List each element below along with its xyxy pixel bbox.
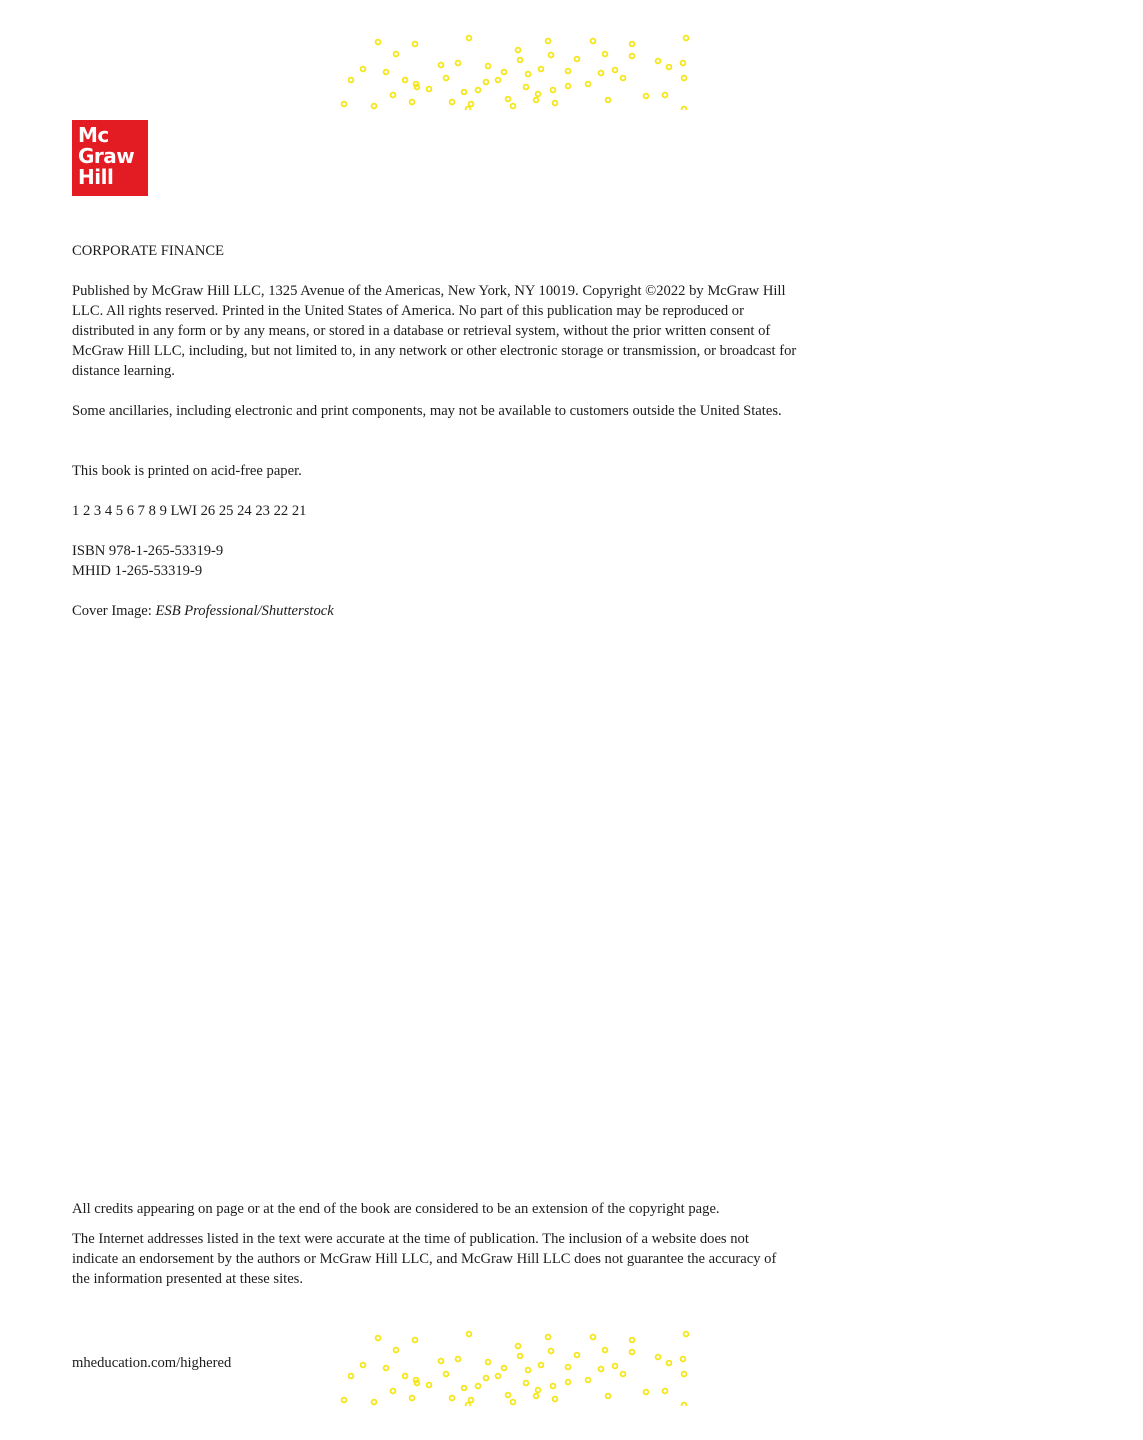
- decorative-dot: [566, 84, 571, 89]
- decorative-dot: [546, 1335, 551, 1340]
- decorative-dot: [469, 1398, 474, 1403]
- decorative-dot: [467, 1332, 472, 1337]
- decorative-dot: [644, 94, 649, 99]
- decorative-dot: [682, 1403, 687, 1406]
- decorative-dot: [518, 58, 523, 63]
- mcgraw-hill-logo: [72, 120, 148, 196]
- decorative-dot: [536, 1388, 541, 1393]
- cover-image-source: ESB Professional/Shutterstock: [155, 603, 334, 619]
- decorative-dot: [599, 71, 604, 76]
- decorative-dot: [511, 1400, 516, 1405]
- logo-line-2: Graw: [78, 144, 135, 168]
- decorative-dot: [682, 107, 687, 110]
- decorative-dot: [476, 88, 481, 93]
- decorative-dot: [376, 40, 381, 45]
- decorative-dot: [591, 39, 596, 44]
- acid-free-notice: This book is printed on acid-free paper.: [72, 463, 302, 479]
- website-link[interactable]: mheducation.com/highered: [72, 1355, 232, 1371]
- cover-image-credit: [72, 601, 797, 621]
- decorative-dot: [342, 1398, 347, 1403]
- decorative-dot: [566, 1380, 571, 1385]
- decorative-dot: [496, 1374, 501, 1379]
- decorative-dot: [566, 69, 571, 74]
- decorative-dot: [586, 82, 591, 87]
- decorative-dot: [553, 101, 558, 106]
- decorative-dot: [410, 1396, 415, 1401]
- decorative-dot: [469, 102, 474, 107]
- decorative-dot: [462, 90, 467, 95]
- decorative-dot: [466, 107, 471, 110]
- decorative-dot: [656, 59, 661, 64]
- decorative-dot: [534, 98, 539, 103]
- decorative-dot: [403, 78, 408, 83]
- decorative-dot: [384, 70, 389, 75]
- decorative-dot: [506, 97, 511, 102]
- decorative-dot: [684, 36, 689, 41]
- decorative-dot: [546, 39, 551, 44]
- decorative-dot: [586, 1378, 591, 1383]
- decorative-dot: [516, 48, 521, 53]
- decorative-dot: [606, 98, 611, 103]
- decorative-dot: [413, 1338, 418, 1343]
- decorative-dot: [502, 70, 507, 75]
- decorative-dot: [349, 1374, 354, 1379]
- logo-line-1: Mc: [78, 123, 109, 147]
- decorative-dot: [391, 93, 396, 98]
- decorative-dot: [682, 76, 687, 81]
- decorative-dot: [462, 1386, 467, 1391]
- decorative-dot: [450, 1396, 455, 1401]
- book-title: CORPORATE FINANCE: [72, 243, 225, 259]
- decorative-dot-band-top: [338, 32, 690, 110]
- decorative-dot: [484, 80, 489, 85]
- decorative-dot: [667, 65, 672, 70]
- decorative-dot: [681, 61, 686, 66]
- internet-addresses-notice: The Internet addresses listed in the text were accurate at the time of publication. The inclusion of a website does not indicate an endorsement by the authors or McGraw Hill LLC, and McGraw Hill LLC does not guarantee the accuracy of the information presented at these sites.: [72, 1231, 777, 1287]
- decorative-dot: [524, 1381, 529, 1386]
- decorative-dot: [372, 1400, 377, 1405]
- ancillaries-notice: Some ancillaries, including electronic and print components, may not be available to customers outside the United States.: [72, 403, 782, 419]
- decorative-dot: [372, 104, 377, 109]
- decorative-dot: [361, 67, 366, 72]
- decorative-dot: [603, 1348, 608, 1353]
- decorative-dot: [391, 1389, 396, 1394]
- decorative-dot: [394, 52, 399, 57]
- decorative-dot: [526, 72, 531, 77]
- isbn: ISBN 978-1-265-53319-9: [72, 543, 224, 559]
- isbn-block: [72, 541, 797, 581]
- decorative-dot: [342, 102, 347, 107]
- decorative-dot: [427, 1383, 432, 1388]
- decorative-dot: [613, 68, 618, 73]
- decorative-dot: [534, 1394, 539, 1399]
- decorative-dot: [444, 76, 449, 81]
- decorative-dot: [506, 1393, 511, 1398]
- decorative-dot: [439, 63, 444, 68]
- decorative-dot: [663, 1389, 668, 1394]
- decorative-dot: [549, 53, 554, 58]
- decorative-dot: [511, 104, 516, 109]
- decorative-dot: [466, 1403, 471, 1406]
- printing-line: 1 2 3 4 5 6 7 8 9 LWI 26 25 24 23 22 21: [72, 503, 307, 519]
- decorative-dot: [450, 100, 455, 105]
- decorative-dot: [476, 1384, 481, 1389]
- decorative-dot: [551, 88, 556, 93]
- decorative-dot: [684, 1332, 689, 1337]
- decorative-dot: [603, 52, 608, 57]
- decorative-dot: [413, 42, 418, 47]
- decorative-dot: [410, 100, 415, 105]
- decorative-dot: [484, 1376, 489, 1381]
- decorative-dot: [553, 1397, 558, 1402]
- published-by-paragraph: Published by McGraw Hill LLC, 1325 Avenue of the Americas, New York, NY 10019. Copyright ©2022 by McGraw Hill LLC. All rights reserved. Printed in the United States of America. No part of this publication may be reproduced or distributed in any form or by any means, or stored in a database or retrieval system, without the prior written consent of McGraw Hill LLC, including, but not limited to, in any network or other electronic storage or transmission, or broadcast for distance learning.: [72, 283, 797, 379]
- decorative-dot: [621, 76, 626, 81]
- credits-notice: All credits appearing on page or at the end of the book are considered to be an extension of the copyright page.: [72, 1201, 720, 1217]
- decorative-dot: [427, 87, 432, 92]
- decorative-dot: [630, 54, 635, 59]
- decorative-dot: [524, 85, 529, 90]
- decorative-dot: [516, 1344, 521, 1349]
- decorative-dot: [403, 1374, 408, 1379]
- decorative-dot: [486, 64, 491, 69]
- decorative-dot: [467, 36, 472, 41]
- decorative-dot: [456, 61, 461, 66]
- decorative-dot: [644, 1390, 649, 1395]
- decorative-dot: [630, 42, 635, 47]
- decorative-dot: [496, 78, 501, 83]
- logo-line-3: Hill: [78, 165, 114, 189]
- decorative-dot: [630, 1338, 635, 1343]
- decorative-dot: [591, 1335, 596, 1340]
- mhid: MHID 1-265-53319-9: [72, 563, 203, 579]
- decorative-dot: [606, 1394, 611, 1399]
- decorative-dot: [394, 1348, 399, 1353]
- decorative-dot: [349, 78, 354, 83]
- decorative-dot: [551, 1384, 556, 1389]
- decorative-dot: [663, 93, 668, 98]
- decorative-dot: [376, 1336, 381, 1341]
- cover-image-label: Cover Image:: [72, 603, 156, 619]
- decorative-dot: [539, 67, 544, 72]
- decorative-dot: [575, 57, 580, 62]
- decorative-dot: [536, 92, 541, 97]
